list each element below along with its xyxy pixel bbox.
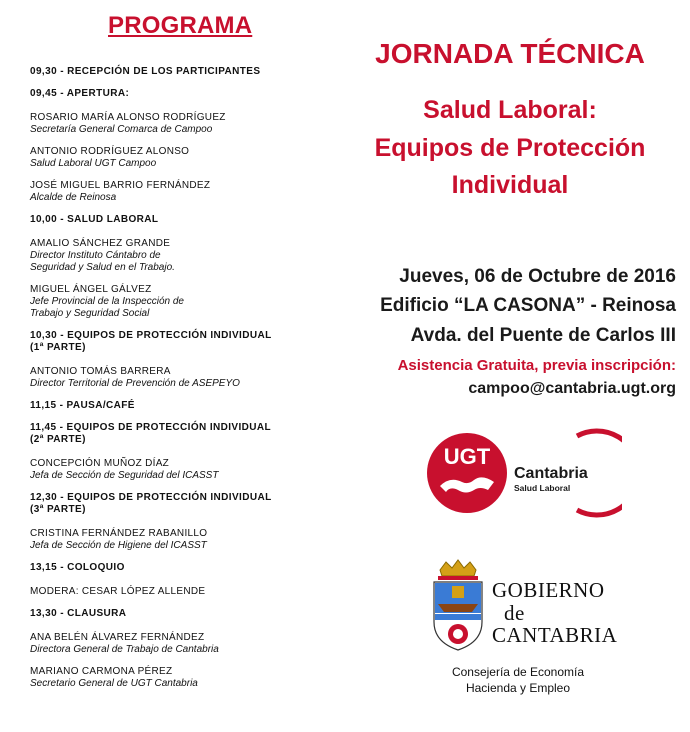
event-subtitle-line-1: Salud Laboral: <box>423 96 597 124</box>
program-time-heading: (1ª PARTE) <box>30 342 86 353</box>
gobierno-line-2: de <box>504 601 525 625</box>
speaker-name: MARIANO CARMONA PÉREZ <box>30 666 173 677</box>
speaker-name: MIGUEL ÁNGEL GÁLVEZ <box>30 284 152 295</box>
program-time-heading: 10,00 - SALUD LABORAL <box>30 214 159 225</box>
event-venue: Edificio “LA CASONA” - Reinosa <box>380 295 676 316</box>
event-subtitle-line-2: Equipos de Protección <box>374 134 646 162</box>
ugt-logo-letters: UGT <box>443 444 491 469</box>
ugt-cantabria-label: Cantabria <box>514 465 588 482</box>
speaker-role: Directora General de Trabajo de Cantabria <box>30 644 219 655</box>
event-address: Avda. del Puente de Carlos III <box>410 325 676 346</box>
speaker-name: ANA BELÉN ÁLVAREZ FERNÁNDEZ <box>30 632 205 643</box>
program-time-heading: 13,30 - CLAUSURA <box>30 608 127 619</box>
speaker-role: Salud Laboral UGT Campoo <box>30 158 157 169</box>
program-time-heading: 10,30 - EQUIPOS DE PROTECCIÓN INDIVIDUAL <box>30 330 272 341</box>
program-time-heading: 11,15 - PAUSA/CAFÉ <box>30 400 135 411</box>
ugt-salud-laboral-label: Salud Laboral <box>514 483 571 493</box>
program-time-heading: (2ª PARTE) <box>30 434 86 445</box>
speaker-role: Director Instituto Cántabro de <box>30 250 161 261</box>
speaker-name: AMALIO SÁNCHEZ GRANDE <box>30 238 171 249</box>
speaker-role: Director Territorial de Prevención de ASEPEYO <box>30 378 240 389</box>
registration-note: Asistencia Gratuita, previa inscripción: <box>397 357 676 374</box>
consejeria-line-1: Consejería de Economía <box>451 665 585 679</box>
speaker-role: Seguridad y Salud en el Trabajo. <box>30 262 175 273</box>
program-time-heading: 09,45 - APERTURA: <box>30 88 130 99</box>
program-time-heading: (3ª PARTE) <box>30 504 86 515</box>
consejeria-line-2: Hacienda y Empleo <box>465 681 571 695</box>
program-title: PROGRAMA <box>108 12 253 39</box>
speaker-name: JOSÉ MIGUEL BARRIO FERNÁNDEZ <box>30 180 211 191</box>
speaker-name: ANTONIO RODRÍGUEZ ALONSO <box>30 146 190 157</box>
program-time-heading: 13,15 - COLOQUIO <box>30 562 125 573</box>
speaker-role: Secretario General de UGT Cantabria <box>30 678 198 689</box>
gobierno-line-1: GOBIERNO <box>492 578 605 602</box>
speaker-role: Jefe Provincial de la Inspección de <box>30 296 184 307</box>
speaker-role: Alcalde de Reinosa <box>30 192 117 203</box>
speaker-name: ROSARIO MARÍA ALONSO RODRÍGUEZ <box>30 112 226 123</box>
event-subtitle-line-3: Individual <box>451 171 569 199</box>
event-title: JORNADA TÉCNICA <box>375 38 645 69</box>
speaker-role: Jefa de Sección de Seguridad del ICASST <box>30 470 219 481</box>
event-date: Jueves, 06 de Octubre de 2016 <box>399 266 676 287</box>
program-time-heading: 09,30 - RECEPCIÓN DE LOS PARTICIPANTES <box>30 66 261 77</box>
program-time-heading: 12,30 - EQUIPOS DE PROTECCIÓN INDIVIDUAL <box>30 492 272 503</box>
speaker-role: Trabajo y Seguridad Social <box>30 308 150 319</box>
registration-email-link[interactable]: campoo@cantabria.ugt.org <box>468 380 676 397</box>
cantabria-coat-of-arms-icon <box>430 556 486 656</box>
speaker-role: Secretaría General Comarca de Campoo <box>30 124 213 135</box>
speaker-name: ANTONIO TOMÁS BARRERA <box>30 366 171 377</box>
gobierno-line-3: CANTABRIA <box>492 623 618 647</box>
speaker-role: Jefa de Sección de Higiene del ICASST <box>30 540 207 551</box>
speaker-name: CONCEPCIÓN MUÑOZ DÍAZ <box>30 458 170 469</box>
speaker-name: MODERA: CESAR LÓPEZ ALLENDE <box>30 586 206 597</box>
program-time-heading: 11,45 - EQUIPOS DE PROTECCIÓN INDIVIDUAL <box>30 422 272 433</box>
speaker-name: CRISTINA FERNÁNDEZ RABANILLO <box>30 528 208 539</box>
